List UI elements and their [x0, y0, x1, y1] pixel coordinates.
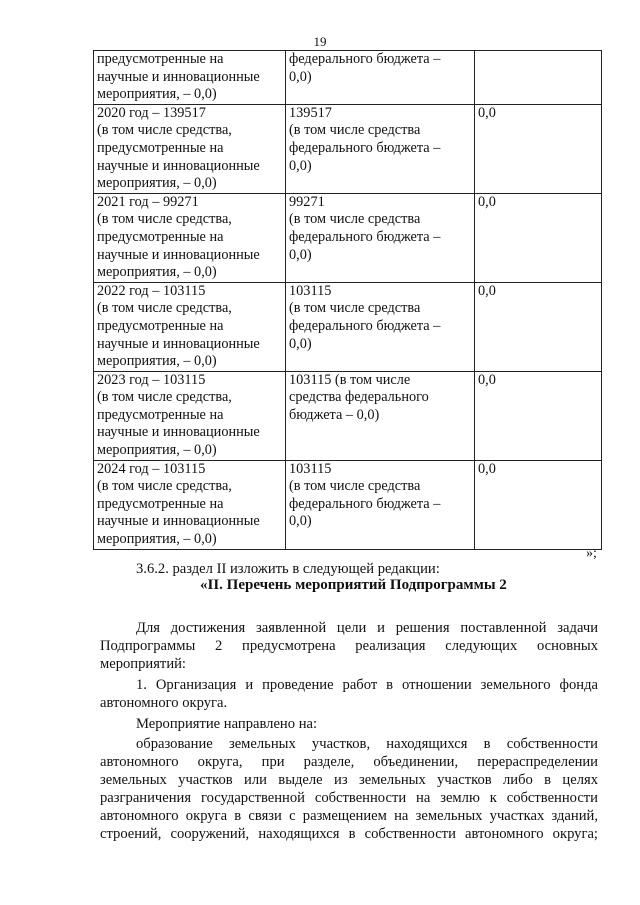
other-sources-cell: 0,0	[475, 282, 602, 371]
intro-line-1: Для достижения заявленной цели и решения поставленной задачи	[136, 620, 598, 636]
table-row	[94, 104, 602, 193]
year-total-cell: 2021 год – 99271 (в том числе средства, предусмотренные на научные и инновационные мероприятия, – 0,0)	[94, 193, 286, 282]
section-amendment-paragraph: 3.6.2. раздел II изложить в следующей редакции:	[136, 561, 440, 577]
funding-table	[93, 50, 602, 550]
other-sources-cell: 0,0	[475, 193, 602, 282]
item-1-line-1: 1. Организация и проведение работ в отношении земельного фонда	[136, 677, 598, 693]
year-total-cell: 2022 год – 103115 (в том числе средства, предусмотренные на научные и инновационные мероприятия, – 0,0)	[94, 282, 286, 371]
table-row	[94, 193, 602, 282]
formation-line-6: строений, сооружений, находящихся в собственности автономного округа;	[100, 826, 598, 842]
other-sources-cell	[475, 51, 602, 105]
year-total-cell: 2023 год – 103115 (в том числе средства, предусмотренные на научные и инновационные мероприятия, – 0,0)	[94, 371, 286, 460]
table-row	[94, 460, 602, 549]
table-row	[94, 51, 602, 105]
intro-line-3: мероприятий:	[100, 656, 186, 672]
intro-line-2: Подпрограммы 2 предусмотрена реализация следующих основных	[100, 638, 598, 654]
federal-budget-cell: 103115 (в том числе средства федерального бюджета – 0,0)	[286, 371, 475, 460]
page-number: 19	[313, 34, 327, 49]
federal-budget-cell: федерального бюджета – 0,0)	[286, 51, 475, 105]
year-total-cell: 2020 год – 139517 (в том числе средства, предусмотренные на научные и инновационные мероприятия, – 0,0)	[94, 104, 286, 193]
federal-budget-cell: 103115 (в том числе средства федерального бюджета – 0,0)	[286, 460, 475, 549]
formation-line-2: автономного округа, при разделе, объединении, перераспределении	[100, 754, 598, 770]
federal-budget-cell: 99271 (в том числе средства федерального бюджета – 0,0)	[286, 193, 475, 282]
federal-budget-cell: 103115 (в том числе средства федерального бюджета – 0,0)	[286, 282, 475, 371]
federal-budget-cell: 139517 (в том числе средства федерального бюджета – 0,0)	[286, 104, 475, 193]
formation-line-3: земельных участков или выделе из земельных участков либо в целях	[100, 772, 598, 788]
table-row	[94, 282, 602, 371]
closing-quote: »;	[586, 546, 597, 561]
section-title: «II. Перечень мероприятий Подпрограммы 2	[200, 577, 507, 593]
formation-line-4: разграничения государственной собственности на землю к собственности	[100, 790, 598, 806]
other-sources-cell: 0,0	[475, 371, 602, 460]
table-row	[94, 371, 602, 460]
formation-line-5: автономного округа в связи с размещением на земельных участках зданий,	[100, 808, 598, 824]
year-total-cell: 2024 год – 103115 (в том числе средства, предусмотренные на научные и инновационные мероприятия, – 0,0)	[94, 460, 286, 549]
other-sources-cell: 0,0	[475, 104, 602, 193]
formation-line-1: образование земельных участков, находящихся в собственности	[136, 736, 598, 752]
aimed-at-paragraph: Мероприятие направлено на:	[136, 716, 318, 732]
other-sources-cell: 0,0	[475, 460, 602, 549]
year-total-cell: предусмотренные на научные и инновационные мероприятия, – 0,0)	[94, 51, 286, 105]
item-1-line-2: автономного округа.	[100, 695, 228, 711]
